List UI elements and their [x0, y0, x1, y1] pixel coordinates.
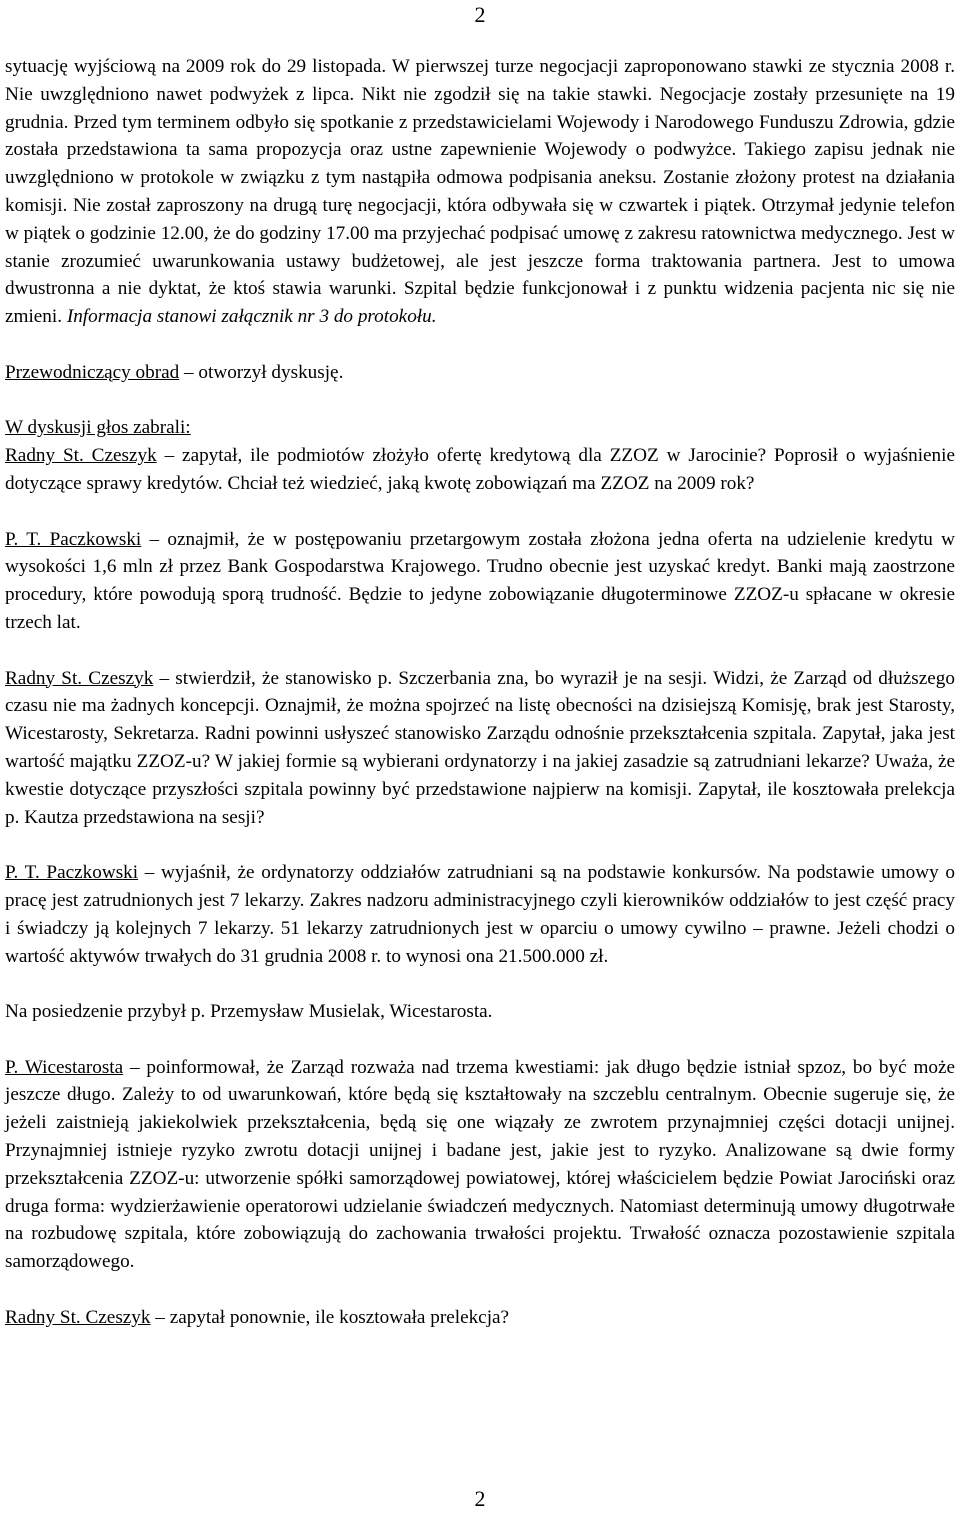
paragraph-czeszyk-2: [5, 665, 955, 832]
paragraph-czeszyk-1: [5, 442, 955, 498]
paragraph-paczkowski-2: [5, 859, 955, 970]
paragraph-chair: [5, 359, 955, 387]
speaker-name: Przewodniczący obrad: [5, 361, 180, 383]
paragraph-text: – stwierdził, że stanowisko p. Szczerbania zna, bo wyraził je na sesji. Widzi, że Zarząd od dłuższego czasu nie ma żadnych koncepcji. Oznajmił, że można spojrzeć na listę obecności na dzisiejszą Komisję, brak jest Starosty, Wicestarosty, Sekretarza. Radni powinni usłyszeć stanowisko Zarządu odnośnie przekształcenia szpitala. Zapytał, jaka jest wartość majątku ZZOZ-u? W jakiej formie są wybierani ordynatorzy i na jakiej zasadzie są zatrudniani lekarze? Uważa, że kwestie dotyczące przyszłości szpitala powinny być przedstawione najpierw na komisji. Zapytał, ile kosztowała prelekcja p. Kautza przedstawiona na sesji?: [5, 667, 955, 828]
discussion-heading: [5, 414, 955, 442]
paragraph-text: – zapytał ponownie, ile kosztowała prelekcja?: [150, 1306, 510, 1328]
paragraph-text: – zapytał, ile podmiotów złożyło ofertę kredytową dla ZZOZ w Jarocinie? Poprosił o wyjaśnienie dotyczące sprawy kredytów. Chciał też wiedzieć, jaką kwotę zobowiązań ma ZZOZ na 2009 rok?: [5, 445, 956, 494]
speaker-name: Radny St. Czeszyk: [5, 667, 154, 689]
paragraph-text: – wyjaśnił, że ordynatorzy oddziałów zatrudniani są na podstawie konkursów. Na podstawie umowy o pracę jest zatrudnionych jest 7 lekarzy. Zakres nadzoru administracyjnego czyli kierowników oddziałów to jest część pracy i świadczy ją kolejnych 7 lekarzy. 51 lekarzy zatrudnionych jest w oparciu o umowy cywilno – prawne. Jeżeli chodzi o wartość aktywów trwałych do 31 grudnia 2008 r. to wynosi ona 21.500.000 zł.: [5, 862, 955, 967]
paragraph-czeszyk-3: [5, 1304, 955, 1332]
paragraph-arrival: [5, 998, 955, 1026]
attachment-note: Informacja stanowi załącznik nr 3 do protokołu.: [66, 306, 437, 328]
heading-text: W dyskusji głos zabrali:: [5, 417, 191, 439]
speaker-name: P. Wicestarosta: [5, 1056, 124, 1078]
paragraph-text: – poinformował, że Zarząd rozważa nad trzema kwestiami: jak długo będzie istniał spzoz, bo być może jeszcze długo. Zależy to od uwarunkowań, które będą się kształtowały na szczeblu centralnym. Obecnie sugeruje się, że jeżeli zaistnieją jakiekolwiek przekształcenia, będą się one wiązały ze zwrotem przynajmniej części dotacji unijnej. Przynajmniej istnieje ryzyko zwrotu dotacji unijnej i badane jest, jakie jest to ryzyko. Analizowane są dwie formy przekształcenia ZZOZ-u: utworzenie spółki samorządowej powiatowej, której właścicielem będzie Powiat Jarociński oraz druga forma: wydzierżawienie operatorowi udzielanie świadczeń medycznych. Natomiast determinują umowy długotrwałe na rozbudowę szpitala, które zobowiązują do zachowania trwałości projektu. Trwałość oznacza pozostawienie szpitala samorządowego.: [5, 1056, 955, 1273]
speaker-name: P. T. Paczkowski: [5, 862, 139, 884]
speaker-name: P. T. Paczkowski: [5, 528, 142, 550]
speaker-name: Radny St. Czeszyk: [5, 1306, 151, 1328]
paragraph-intro: [5, 53, 955, 331]
paragraph-text: – otworzył dyskusję.: [179, 361, 344, 383]
paragraph-text: sytuację wyjściową na 2009 rok do 29 listopada. W pierwszej turze negocjacji zaproponowano stawki ze stycznia 2008 r. Nie uwzględniono nawet podwyżek z lipca. Nikt nie zgodził się na takie stawki. Negocjacje zostały przesunięte na 19 grudnia. Przed tym terminem odbyło się spotkanie z przedstawicielami Wojewody i Narodowego Funduszu Zdrowia, gdzie została przedstawiona ta sama propozycja oraz ustne zapewnienie Wojewody o podwyżce. Takiego zapisu jednak nie uwzględniono w protokole w związku z tym nastąpiła odmowa podpisania aneksu. Zostanie złożony protest na działania komisji. Nie został zaproszony na drugą turę negocjacji, która odbywała się w czwartek i piątek. Otrzymał jedynie telefon w piątek o godzinie 12.00, że do godziny 17.00 ma przyjechać podpisać umowę z zakresu ratownictwa medycznego. Jest w stanie zrozumieć uwarunkowania ustawy budżetowej, ale jest jeszcze forma traktowania partnera. Jest to umowa dwustronna a nie dyktat, że ktoś stawia warunki. Szpital będzie funkcjonował i z punktu widzenia pacjenta nic się nie zmieni.: [5, 56, 955, 328]
paragraph-text: Na posiedzenie przybył p. Przemysław Musielak, Wicestarosta.: [5, 1001, 493, 1023]
paragraph-text: – oznajmił, że w postępowaniu przetargowym została złożona jedna oferta na udzielenie kredytu w wysokości 1,6 mln zł przez Bank Gospodarstwa Krajowego. Trudno obecnie jest uzyskać kredyt. Banki mają zaostrzone procedury, które powodują sporą trudność. Będzie to jedyne zobowiązanie długoterminowe ZZOZ-u spłacane w okresie trzech lat.: [5, 528, 955, 633]
page-number-top: 2: [474, 2, 486, 27]
paragraph-wicestarosta: [5, 1054, 955, 1276]
paragraph-paczkowski-1: [5, 526, 955, 637]
document-body: [5, 53, 955, 1332]
speaker-name: Radny St. Czeszyk: [5, 445, 157, 467]
page-number-bottom: 2: [474, 1486, 486, 1511]
